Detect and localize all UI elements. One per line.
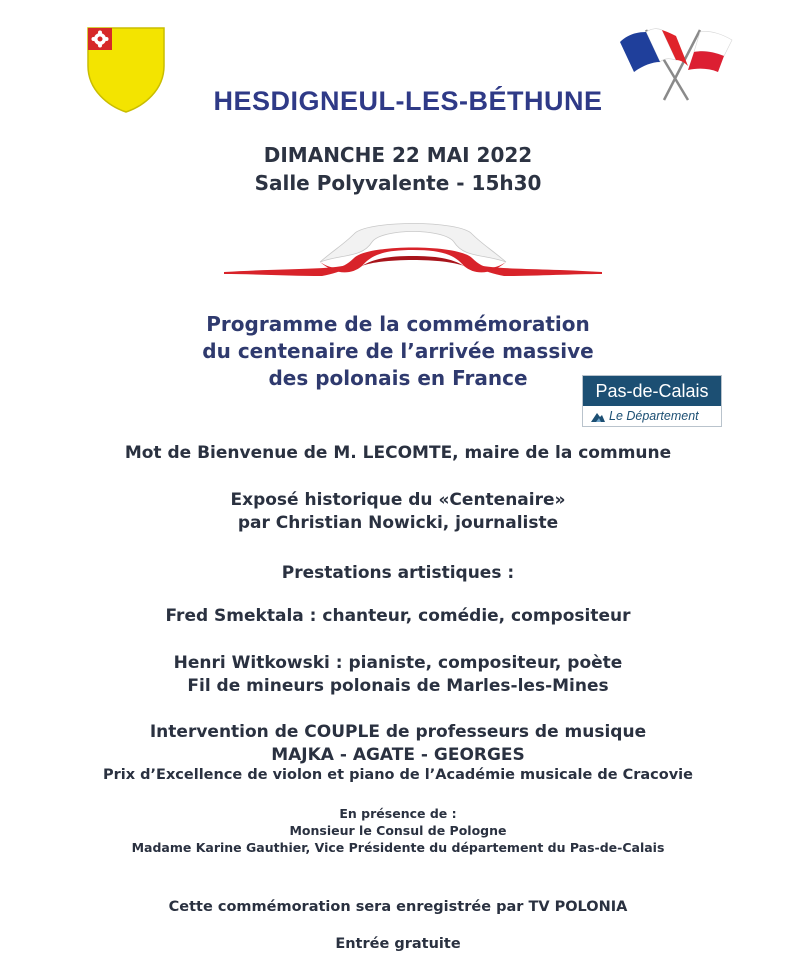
- event-venue-time: Salle Polyvalente - 15h30: [254, 171, 542, 195]
- prestations-heading: Prestations artistiques :: [281, 563, 515, 583]
- expose-title: Exposé historique du «Centenaire»: [230, 490, 566, 510]
- mountain-icon: [591, 411, 605, 422]
- presence-heading: En présence de :: [339, 806, 457, 821]
- intervention-award: Prix d’Excellence de violon et piano de l’Académie musicale de Cracovie: [103, 767, 693, 783]
- logo-subtitle: Le Département: [609, 409, 699, 423]
- performer-fred: Fred Smektala : chanteur, comédie, compositeur: [165, 606, 631, 626]
- performer-henri: [0, 652, 796, 698]
- intervention-names: MAJKA - AGATE - GEORGES: [271, 745, 525, 765]
- entry-notice: Entrée gratuite: [335, 936, 461, 952]
- presence-vice-president: Madame Karine Gauthier, Vice Présidente du département du Pas-de-Calais: [131, 840, 665, 855]
- programme-line: du centenaire de l’arrivée massive: [202, 339, 594, 363]
- welcome-line: Mot de Bienvenue de M. LECOMTE, maire de la commune: [124, 443, 672, 463]
- logo-subtitle-row: [583, 406, 721, 426]
- intervention-block: [0, 721, 796, 767]
- pas-de-calais-logo: [582, 375, 722, 427]
- programme-line: des polonais en France: [268, 366, 528, 390]
- expose-speaker: par Christian Nowicki, journaliste: [237, 513, 559, 533]
- polish-ribbon-decoration: [222, 214, 604, 284]
- coat-of-arms-shield: [86, 26, 166, 114]
- presence-block: [0, 805, 796, 856]
- expose-block: [0, 489, 796, 535]
- programme-line: Programme de la commémoration: [206, 312, 590, 336]
- recording-notice: Cette commémoration sera enregistrée par TV POLONIA: [168, 899, 628, 915]
- event-date-block: [0, 141, 796, 197]
- performer-henri-origin: Fil de mineurs polonais de Marles-les-Mines: [187, 676, 609, 696]
- logo-name: Pas-de-Calais: [583, 376, 721, 406]
- town-title: HESDIGNEUL-LES-BÉTHUNE: [213, 86, 603, 116]
- event-date: DIMANCHE 22 MAI 2022: [263, 143, 533, 167]
- intervention-title: Intervention de COUPLE de professeurs de musique: [149, 722, 647, 742]
- presence-consul: Monsieur le Consul de Pologne: [289, 823, 507, 838]
- performer-henri-title: Henri Witkowski : pianiste, compositeur, poète: [173, 653, 623, 673]
